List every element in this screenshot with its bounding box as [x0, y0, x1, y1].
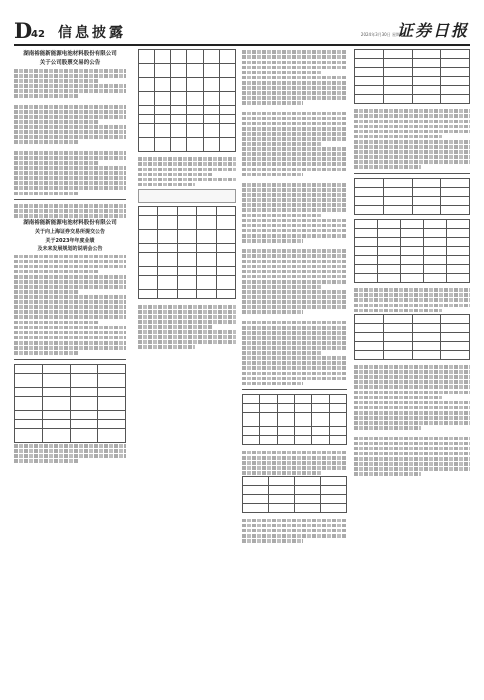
column-2 — [138, 49, 236, 691]
announcement-title-5: 关于2023年年度业绩 — [45, 237, 95, 244]
page-letter: D — [14, 18, 33, 43]
project-table — [138, 206, 236, 299]
capacity-table — [138, 49, 236, 152]
summary-table — [14, 364, 126, 443]
financial-table — [242, 394, 347, 445]
section-title: 信息披露 — [58, 25, 126, 41]
brand-logo: 证券日报 — [396, 21, 469, 40]
announcement-title-2: 关于公司股票交易的公告 — [39, 60, 101, 66]
announcement-title-1: 湖南裕能新能源电池材料股份有限公司 — [23, 51, 117, 57]
announcement-title-4: 关于向上海证券交易所提交公告 — [34, 229, 105, 236]
masthead — [0, 0, 484, 44]
header-rule — [14, 44, 470, 46]
column-1 — [14, 49, 126, 691]
right-table-2 — [354, 178, 470, 215]
small-table — [242, 476, 347, 513]
header-info: 2024年3月30日 星期六 — [360, 32, 404, 37]
column-4 — [354, 49, 470, 691]
right-table-1 — [354, 49, 470, 104]
announcement-title-6: 及未来发展规划的说明会公告 — [37, 246, 103, 253]
announcement-title-3: 湖南裕能新能源电池材料股份有限公司 — [23, 220, 117, 227]
right-table-3 — [354, 219, 470, 283]
page-number: 42 — [31, 29, 45, 40]
column-3 — [242, 49, 347, 691]
right-table-4 — [354, 314, 470, 360]
